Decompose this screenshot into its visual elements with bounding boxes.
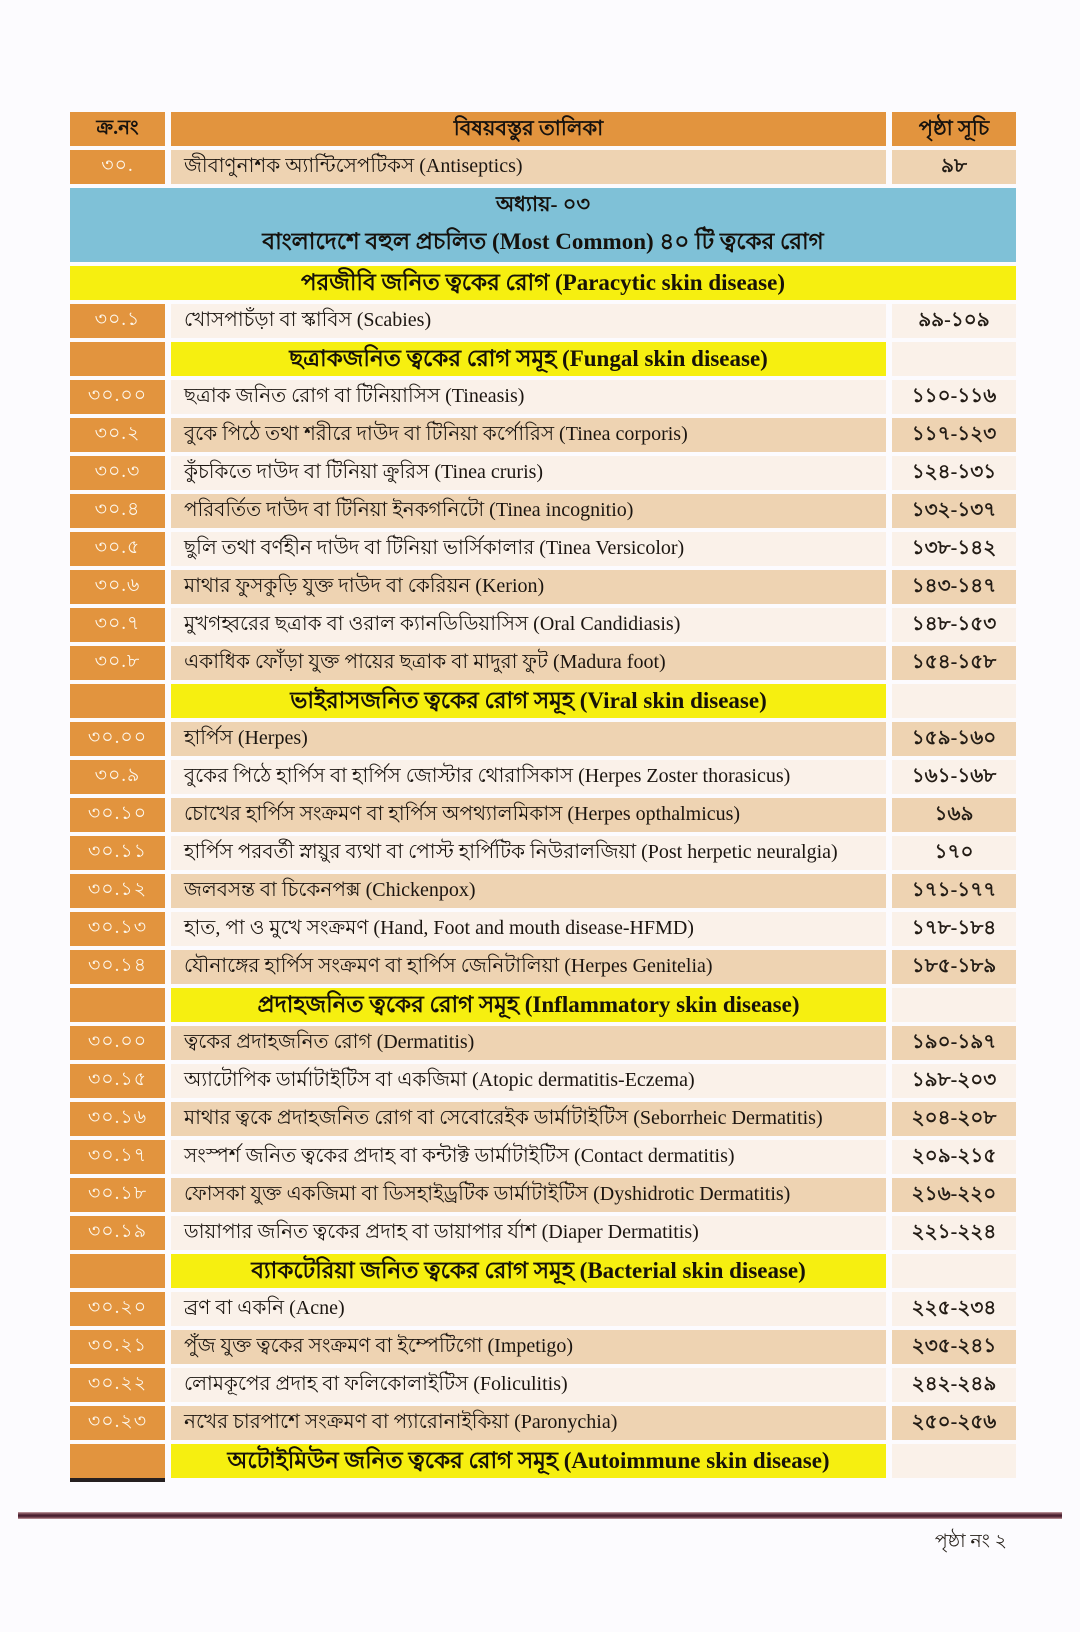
section-serial-spacer xyxy=(70,988,165,1022)
table-row xyxy=(70,836,1016,870)
section-serial-spacer xyxy=(70,342,165,376)
entry-pages: ১৭০ xyxy=(892,836,1016,870)
section-serial-spacer xyxy=(70,1254,165,1288)
entry-serial: ৩০.১১ xyxy=(70,836,165,870)
table-row xyxy=(70,1216,1016,1250)
entry-title: যৌনাঙ্গের হার্পিস সংক্রমণ বা হার্পিস জেনিটালিয়া (Herpes Genitelia) xyxy=(171,950,886,984)
entry-pages: ১৮৫-১৮৯ xyxy=(892,950,1016,984)
entry-serial: ৩০.৬ xyxy=(70,570,165,604)
table-row xyxy=(70,1064,1016,1098)
entry-pages: ১৭৮-১৮৪ xyxy=(892,912,1016,946)
entry-serial: ৩০.১২ xyxy=(70,874,165,908)
table-row xyxy=(70,494,1016,528)
entry-serial: ৩০.১৩ xyxy=(70,912,165,946)
toc-rows xyxy=(70,150,1016,1478)
entry-serial: ৩০.১৯ xyxy=(70,1216,165,1250)
entry-pages: ৯৯-১০৯ xyxy=(892,304,1016,338)
entry-serial: ৩০.৭ xyxy=(70,608,165,642)
section-band-title: ভাইরাসজনিত ত্বকের রোগ সমূহ (Viral skin disease) xyxy=(171,684,886,718)
entry-serial: ৩০.০০ xyxy=(70,1026,165,1060)
entry-serial: ৩০.১০ xyxy=(70,798,165,832)
entry-pages: ২৫০-২৫৬ xyxy=(892,1406,1016,1440)
entry-serial: ৩০.৩ xyxy=(70,456,165,490)
entry-pages: ১৫৪-১৫৮ xyxy=(892,646,1016,680)
section-pages-spacer xyxy=(892,1444,1016,1478)
entry-title: পরিবর্তিত দাউদ বা টিনিয়া ইনকগনিটো (Tinea incognitio) xyxy=(171,494,886,528)
entry-title: ত্বকের প্রদাহজনিত রোগ (Dermatitis) xyxy=(171,1026,886,1060)
entry-pages: ১৬১-১৬৮ xyxy=(892,760,1016,794)
entry-pages: ২০৪-২০৮ xyxy=(892,1102,1016,1136)
entry-pages: ১৫৯-১৬০ xyxy=(892,722,1016,756)
section-band-row xyxy=(70,684,1016,718)
entry-title: ছত্রাক জনিত রোগ বা টিনিয়াসিস (Tineasis) xyxy=(171,380,886,414)
entry-pages: ১১০-১১৬ xyxy=(892,380,1016,414)
entry-title: ফোসকা যুক্ত একজিমা বা ডিসহাইড্রটিক ডার্মাটাইটিস (Dyshidrotic Dermatitis) xyxy=(171,1178,886,1212)
section-serial-spacer xyxy=(70,1444,165,1478)
entry-pages: ১৯০-১৯৭ xyxy=(892,1026,1016,1060)
entry-title: খোসপাচঁড়া বা স্কাবিস (Scabies) xyxy=(171,304,886,338)
chapter-title: বাংলাদেশে বহুল প্রচলিত (Most Common) ৪০ টি ত্বকের রোগ xyxy=(262,229,824,254)
table-row xyxy=(70,722,1016,756)
entry-pages: ১৬৯ xyxy=(892,798,1016,832)
section-band-row xyxy=(70,342,1016,376)
entry-serial: ৩০.২০ xyxy=(70,1292,165,1326)
entry-pages: ১৭১-১৭৭ xyxy=(892,874,1016,908)
section-pages-spacer xyxy=(892,1254,1016,1288)
section-band-title: অটোইমিউন জনিত ত্বকের রোগ সমূহ (Autoimmune skin disease) xyxy=(171,1444,886,1478)
table-row xyxy=(70,1406,1016,1440)
section-pages-spacer xyxy=(892,988,1016,1022)
entry-title: বুকে পিঠে তথা শরীরে দাউদ বা টিনিয়া কর্পোরিস (Tinea corporis) xyxy=(171,418,886,452)
entry-serial: ৩০.১৬ xyxy=(70,1102,165,1136)
entry-serial: ৩০.১৮ xyxy=(70,1178,165,1212)
entry-title: জীবাণুনাশক অ্যান্টিসেপটিকস (Antiseptics) xyxy=(171,150,886,184)
entry-title: নখের চারপাশে সংক্রমণ বা প্যারোনাইকিয়া (Paronychia) xyxy=(171,1406,886,1440)
table-row xyxy=(70,874,1016,908)
entry-title: বুকের পিঠে হার্পিস বা হার্পিস জোস্টার থোরাসিকাস (Herpes Zoster thorasicus) xyxy=(171,760,886,794)
entry-serial: ৩০.০০ xyxy=(70,380,165,414)
section-pages-spacer xyxy=(892,342,1016,376)
table-row xyxy=(70,418,1016,452)
entry-pages: ২০৯-২১৫ xyxy=(892,1140,1016,1174)
table-row xyxy=(70,380,1016,414)
table-row xyxy=(70,1368,1016,1402)
entry-pages: ২১৬-২২০ xyxy=(892,1178,1016,1212)
entry-serial: ৩০.১ xyxy=(70,304,165,338)
entry-title: মাথার ত্বকে প্রদাহজনিত রোগ বা সেবোরেইক ডার্মাটাইটিস (Seborrheic Dermatitis) xyxy=(171,1102,886,1136)
entry-serial: ৩০.০০ xyxy=(70,722,165,756)
section-band-row xyxy=(70,1444,1016,1478)
entry-pages: ৯৮ xyxy=(892,150,1016,184)
entry-title: হাত, পা ও মুখে সংক্রমণ (Hand, Foot and mouth disease-HFMD) xyxy=(171,912,886,946)
entry-pages: ২২৫-২৩৪ xyxy=(892,1292,1016,1326)
table-row xyxy=(70,304,1016,338)
chapter-band-row xyxy=(70,188,1016,262)
section-band-row xyxy=(70,988,1016,1022)
entry-title: ব্রণ বা একনি (Acne) xyxy=(171,1292,886,1326)
entry-title: মুখগহ্বরের ছত্রাক বা ওরাল ক্যানডিডিয়াসিস (Oral Candidiasis) xyxy=(171,608,886,642)
table-row xyxy=(70,608,1016,642)
entry-title: সংস্পর্শ জনিত ত্বকের প্রদাহ বা কন্টাক্ট ডার্মাটাইটিস (Contact dermatitis) xyxy=(171,1140,886,1174)
table-row xyxy=(70,912,1016,946)
column-header-pages: পৃষ্ঠা সূচি xyxy=(892,112,1016,146)
entry-serial: ৩০.২৩ xyxy=(70,1406,165,1440)
entry-serial: ৩০.৪ xyxy=(70,494,165,528)
entry-pages: ১৩২-১৩৭ xyxy=(892,494,1016,528)
column-header-serial: ক্র.নং xyxy=(70,112,165,146)
section-band-title: প্রদাহজনিত ত্বকের রোগ সমূহ (Inflammatory skin disease) xyxy=(171,988,886,1022)
table-row xyxy=(70,798,1016,832)
entry-pages: ২৪২-২৪৯ xyxy=(892,1368,1016,1402)
section-band-title: ছত্রাকজনিত ত্বকের রোগ সমূহ (Fungal skin disease) xyxy=(171,342,886,376)
entry-pages: ১৯৮-২০৩ xyxy=(892,1064,1016,1098)
page-number-label: পৃষ্ঠা নং ২ xyxy=(934,1531,1007,1552)
entry-title: মাথার ফুসকুড়ি যুক্ত দাউদ বা কেরিয়ন (Kerion) xyxy=(171,570,886,604)
section-serial-spacer xyxy=(70,684,165,718)
entry-title: একাধিক ফোঁড়া যুক্ত পায়ের ছত্রাক বা মাদুরা ফুট (Madura foot) xyxy=(171,646,886,680)
entry-title: পুঁজ যুক্ত ত্বকের সংক্রমণ বা ইম্পেটিগো (Impetigo) xyxy=(171,1330,886,1364)
entry-title: হার্পিস (Herpes) xyxy=(171,722,886,756)
entry-title: অ্যাটোপিক ডার্মাটাইটিস বা একজিমা (Atopic dermatitis-Eczema) xyxy=(171,1064,886,1098)
column-header-contents: বিষয়বস্তুর তালিকা xyxy=(171,112,886,146)
table-row xyxy=(70,532,1016,566)
table-row xyxy=(70,760,1016,794)
entry-serial: ৩০.২২ xyxy=(70,1368,165,1402)
entry-serial: ৩০.২ xyxy=(70,418,165,452)
entry-serial: ৩০.৯ xyxy=(70,760,165,794)
table-row xyxy=(70,646,1016,680)
table-header-row xyxy=(70,112,1016,146)
table-row xyxy=(70,1140,1016,1174)
section-pages-spacer xyxy=(892,684,1016,718)
table-row xyxy=(70,570,1016,604)
table-row xyxy=(70,1102,1016,1136)
entry-pages: ১২৪-১৩১ xyxy=(892,456,1016,490)
entry-serial: ৩০.৫ xyxy=(70,532,165,566)
table-row xyxy=(70,1026,1016,1060)
entry-pages: ১৪৩-১৪৭ xyxy=(892,570,1016,604)
entry-serial: ৩০. xyxy=(70,150,165,184)
section-band-row-full xyxy=(70,266,1016,300)
entry-title: চোখের হার্পিস সংক্রমণ বা হার্পিস অপথ্যালমিকাস (Herpes opthalmicus) xyxy=(171,798,886,832)
entry-serial: ৩০.২১ xyxy=(70,1330,165,1364)
table-row xyxy=(70,950,1016,984)
table-row xyxy=(70,1292,1016,1326)
chapter-band xyxy=(70,188,1016,262)
table-row xyxy=(70,150,1016,184)
entry-serial: ৩০.১৪ xyxy=(70,950,165,984)
entry-pages: ১৪৮-১৫৩ xyxy=(892,608,1016,642)
table-row xyxy=(70,456,1016,490)
entry-title: ছুলি তথা বর্ণহীন দাউদ বা টিনিয়া ভার্সিকালার (Tinea Versicolor) xyxy=(171,532,886,566)
entry-serial: ৩০.৮ xyxy=(70,646,165,680)
section-band-title: ব্যাকটেরিয়া জনিত ত্বকের রোগ সমূহ (Bacterial skin disease) xyxy=(171,1254,886,1288)
entry-serial: ৩০.১৭ xyxy=(70,1140,165,1174)
entry-serial: ৩০.১৫ xyxy=(70,1064,165,1098)
entry-title: জলবসন্ত বা চিকেনপক্স (Chickenpox) xyxy=(171,874,886,908)
entry-title: লোমকূপের প্রদাহ বা ফলিকোলাইটিস (Foliculitis) xyxy=(171,1368,886,1402)
section-band-row xyxy=(70,1254,1016,1288)
toc-table xyxy=(70,112,1016,1482)
chapter-number: অধ্যায়- ০৩ xyxy=(495,192,591,216)
footer-rule xyxy=(18,1512,1062,1519)
entry-title: কুঁচকিতে দাউদ বা টিনিয়া ক্রুরিস (Tinea cruris) xyxy=(171,456,886,490)
entry-pages: ২২১-২২৪ xyxy=(892,1216,1016,1250)
entry-title: ডায়াপার জনিত ত্বকের প্রদাহ বা ডায়াপার র্যাশ (Diaper Dermatitis) xyxy=(171,1216,886,1250)
entry-pages: ২৩৫-২৪১ xyxy=(892,1330,1016,1364)
table-row xyxy=(70,1330,1016,1364)
entry-pages: ১১৭-১২৩ xyxy=(892,418,1016,452)
entry-title: হার্পিস পরবর্তী স্নায়ুর ব্যথা বা পোস্ট হার্পিটিক নিউরালজিয়া (Post herpetic neuralgia) xyxy=(171,836,886,870)
entry-pages: ১৩৮-১৪২ xyxy=(892,532,1016,566)
table-row xyxy=(70,1178,1016,1212)
section-band-title: পরজীবি জনিত ত্বকের রোগ (Paracytic skin disease) xyxy=(70,266,1016,300)
